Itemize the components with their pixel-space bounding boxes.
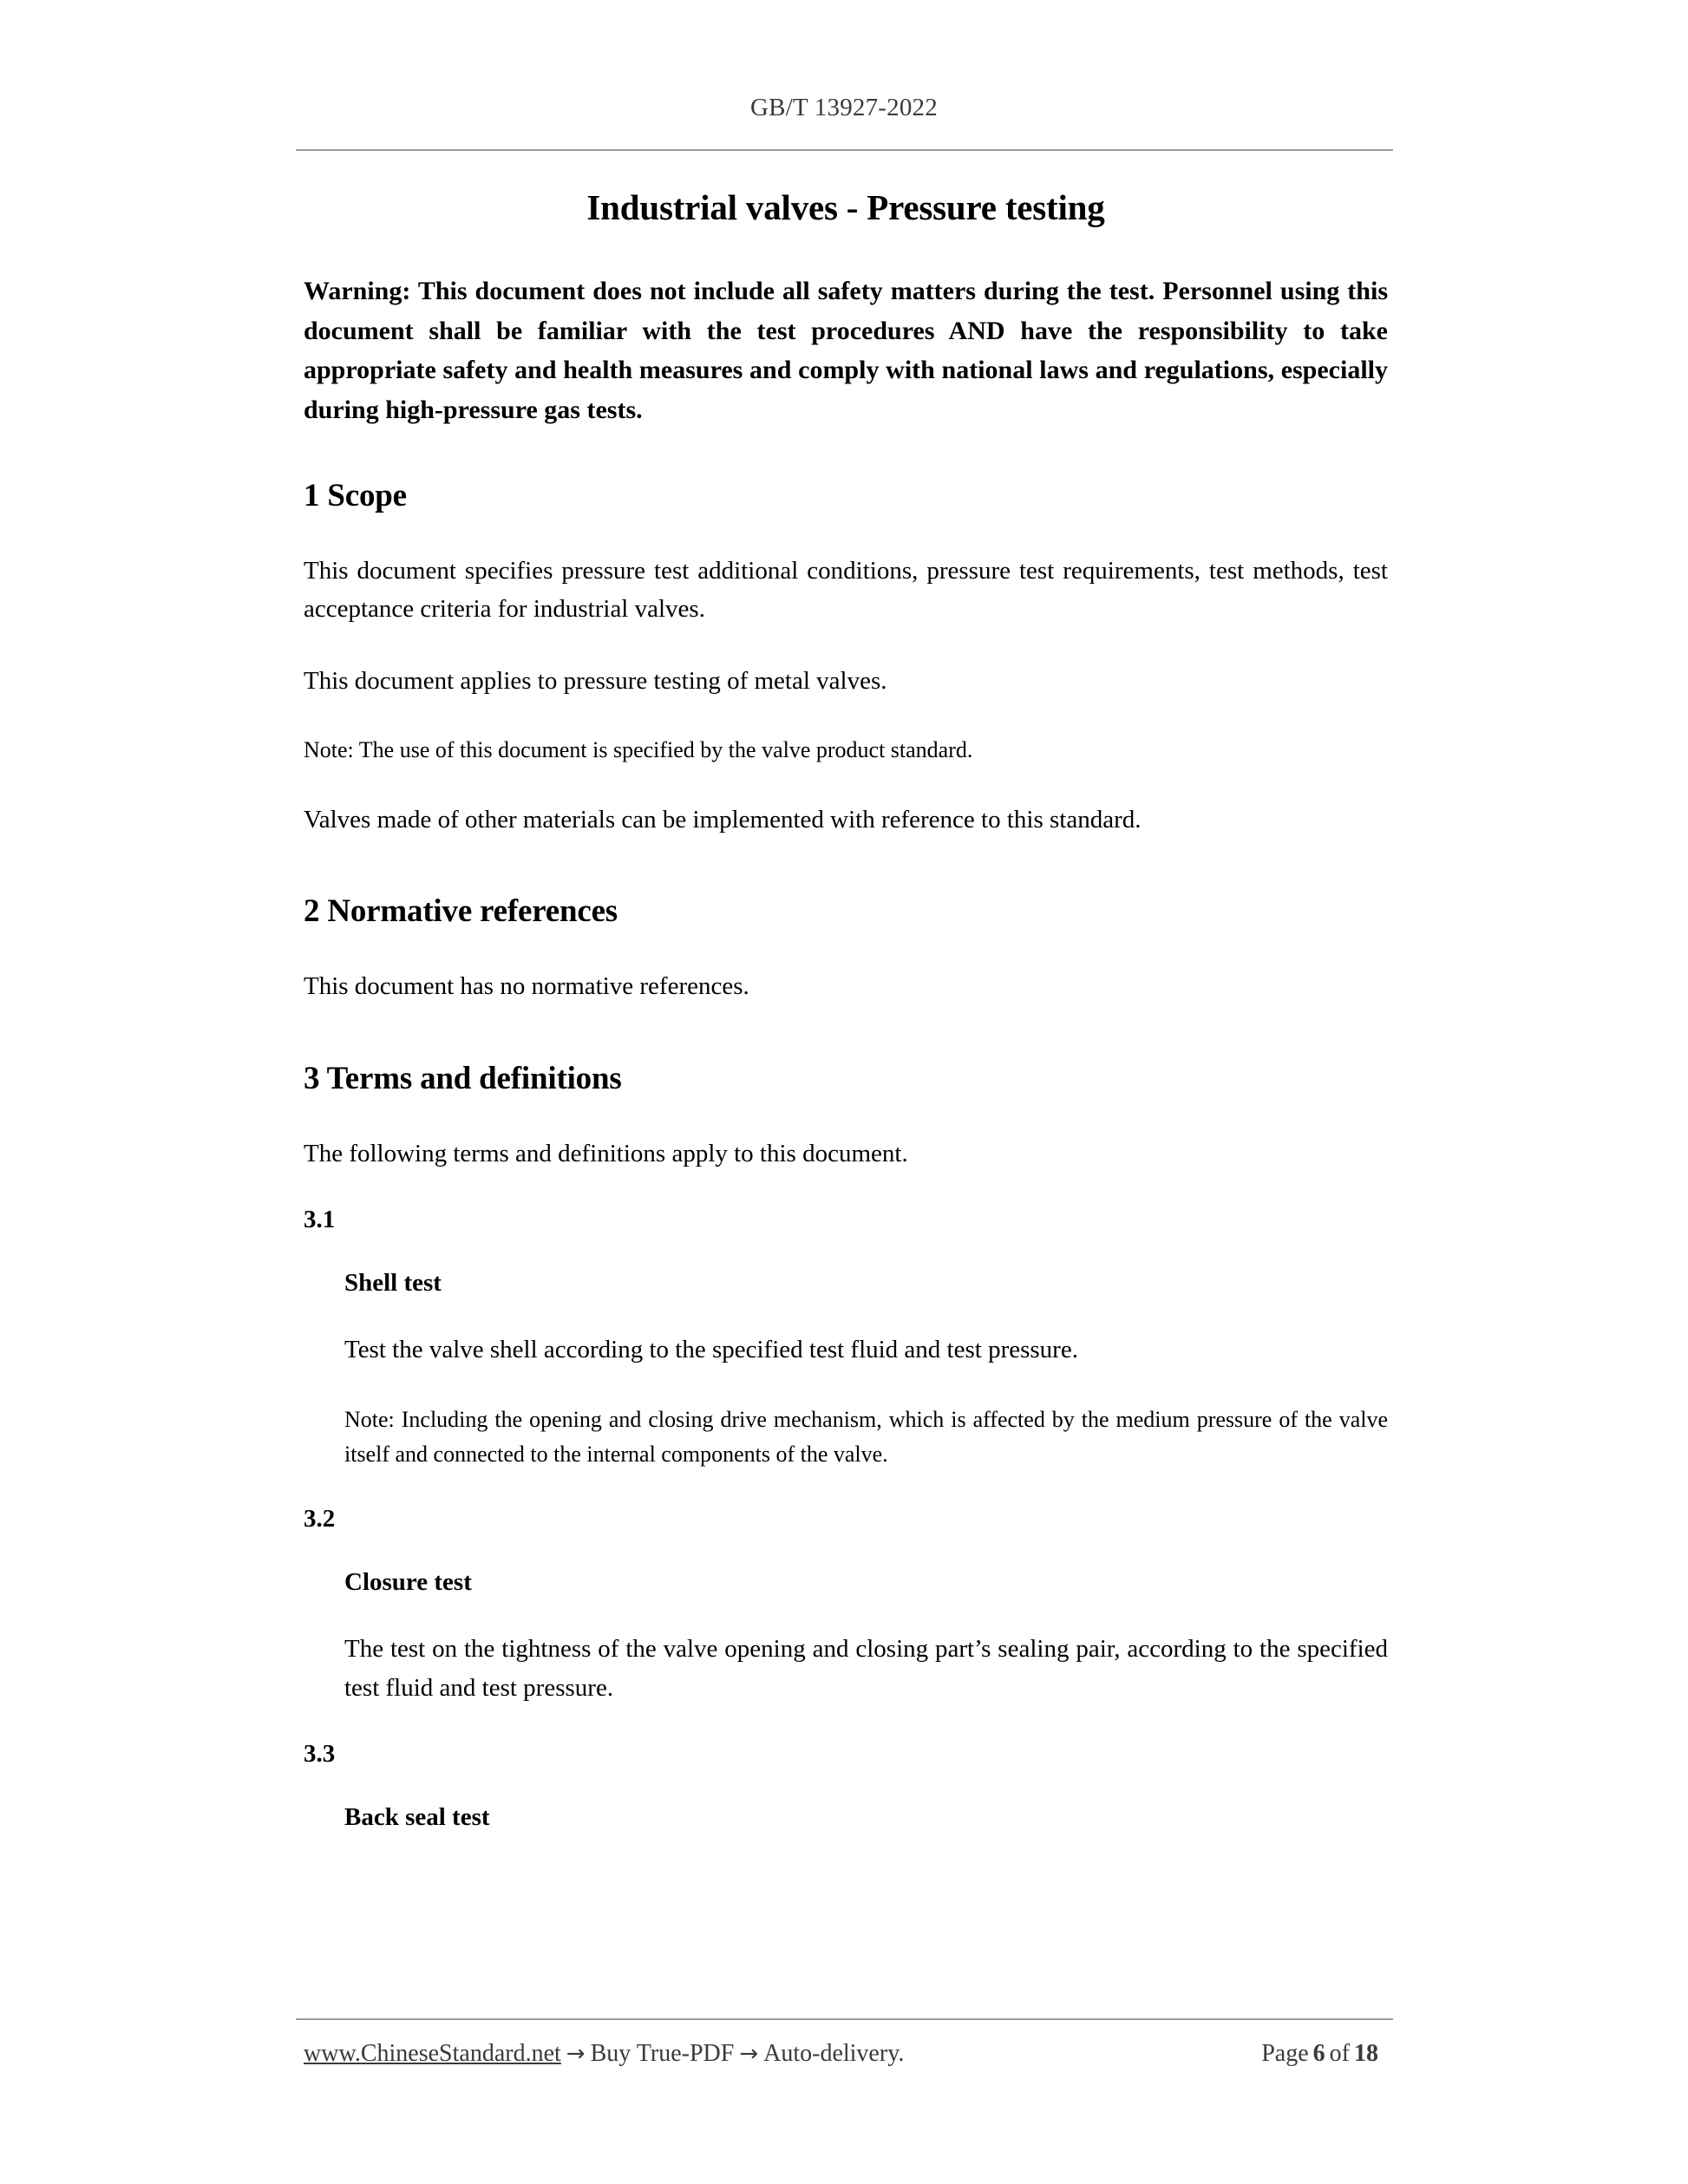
normative-references-paragraph: This document has no normative references. <box>304 972 749 1001</box>
footer-promo <box>304 2040 904 2068</box>
page-indicator <box>1261 2040 1388 2068</box>
document-title: Industrial valves - Pressure testing <box>586 187 1105 227</box>
scope-note: Note: The use of this document is specified by the valve product standard. <box>304 737 973 763</box>
clause-number-3-3: 3.3 <box>304 1740 336 1769</box>
clause-number-3-2: 3.2 <box>304 1505 336 1533</box>
arrow-right-icon: → <box>739 2041 759 2067</box>
header-divider <box>296 149 1393 151</box>
heading-terms-and-definitions: 3 Terms and definitions <box>304 1060 622 1096</box>
section-spacer <box>304 1044 1388 1060</box>
of-label: of <box>1329 2040 1350 2067</box>
term-definition-closure-test: The test on the tightness of the valve opening and closing part’s sealing pair, according to the specified test fluid and test pressure. <box>344 1635 1388 1702</box>
warning-paragraph: Warning: This document does not include all safety matters during the test. Personnel using this document shall be familiar with the test procedures AND have the responsibility to take appropriate safety and health measures and comply with national laws and regulations, especially during high-pressure gas tests. <box>304 277 1388 425</box>
footer-delivery-text: Auto-delivery. <box>763 2040 905 2067</box>
scope-paragraph-1: This document specifies pressure test additional conditions, pressure test requirements, test methods, test acceptance criteria for industrial valves. <box>304 557 1388 624</box>
term-note-shell-test: Note: Including the opening and closing drive mechanism, which is affected by the medium pressure of the valve itself and connected to the internal components of the valve. <box>344 1406 1388 1468</box>
heading-normative-references: 2 Normative references <box>304 893 618 929</box>
term-label-back-seal-test: Back seal test <box>344 1803 490 1832</box>
section-spacer <box>304 877 1388 893</box>
page-content <box>304 186 1388 1865</box>
footer-buy-text: Buy True-PDF <box>590 2040 735 2067</box>
footer-website-link[interactable]: www.ChineseStandard.net <box>304 2040 561 2067</box>
current-page-number: 6 <box>1312 2040 1325 2067</box>
clause-number-3-1: 3.1 <box>304 1206 336 1234</box>
term-definition-shell-test: Test the valve shell according to the specified test fluid and test pressure. <box>344 1336 1078 1364</box>
scope-paragraph-2: This document applies to pressure testing of metal valves. <box>304 666 887 695</box>
page-label: Page <box>1261 2040 1309 2067</box>
running-header <box>295 94 1393 122</box>
arrow-right-icon: → <box>566 2041 586 2067</box>
standard-code: GB/T 13927-2022 <box>750 94 938 121</box>
term-label-shell-test: Shell test <box>344 1269 442 1298</box>
page-footer <box>304 2040 1388 2068</box>
term-label-closure-test: Closure test <box>344 1568 472 1597</box>
scope-paragraph-3: Valves made of other materials can be implemented with reference to this standard. <box>304 805 1142 834</box>
heading-scope: 1 Scope <box>304 477 407 513</box>
terms-intro-paragraph: The following terms and definitions apply to this document. <box>304 1140 908 1168</box>
total-page-count: 18 <box>1354 2040 1378 2067</box>
footer-divider <box>296 2018 1393 2020</box>
